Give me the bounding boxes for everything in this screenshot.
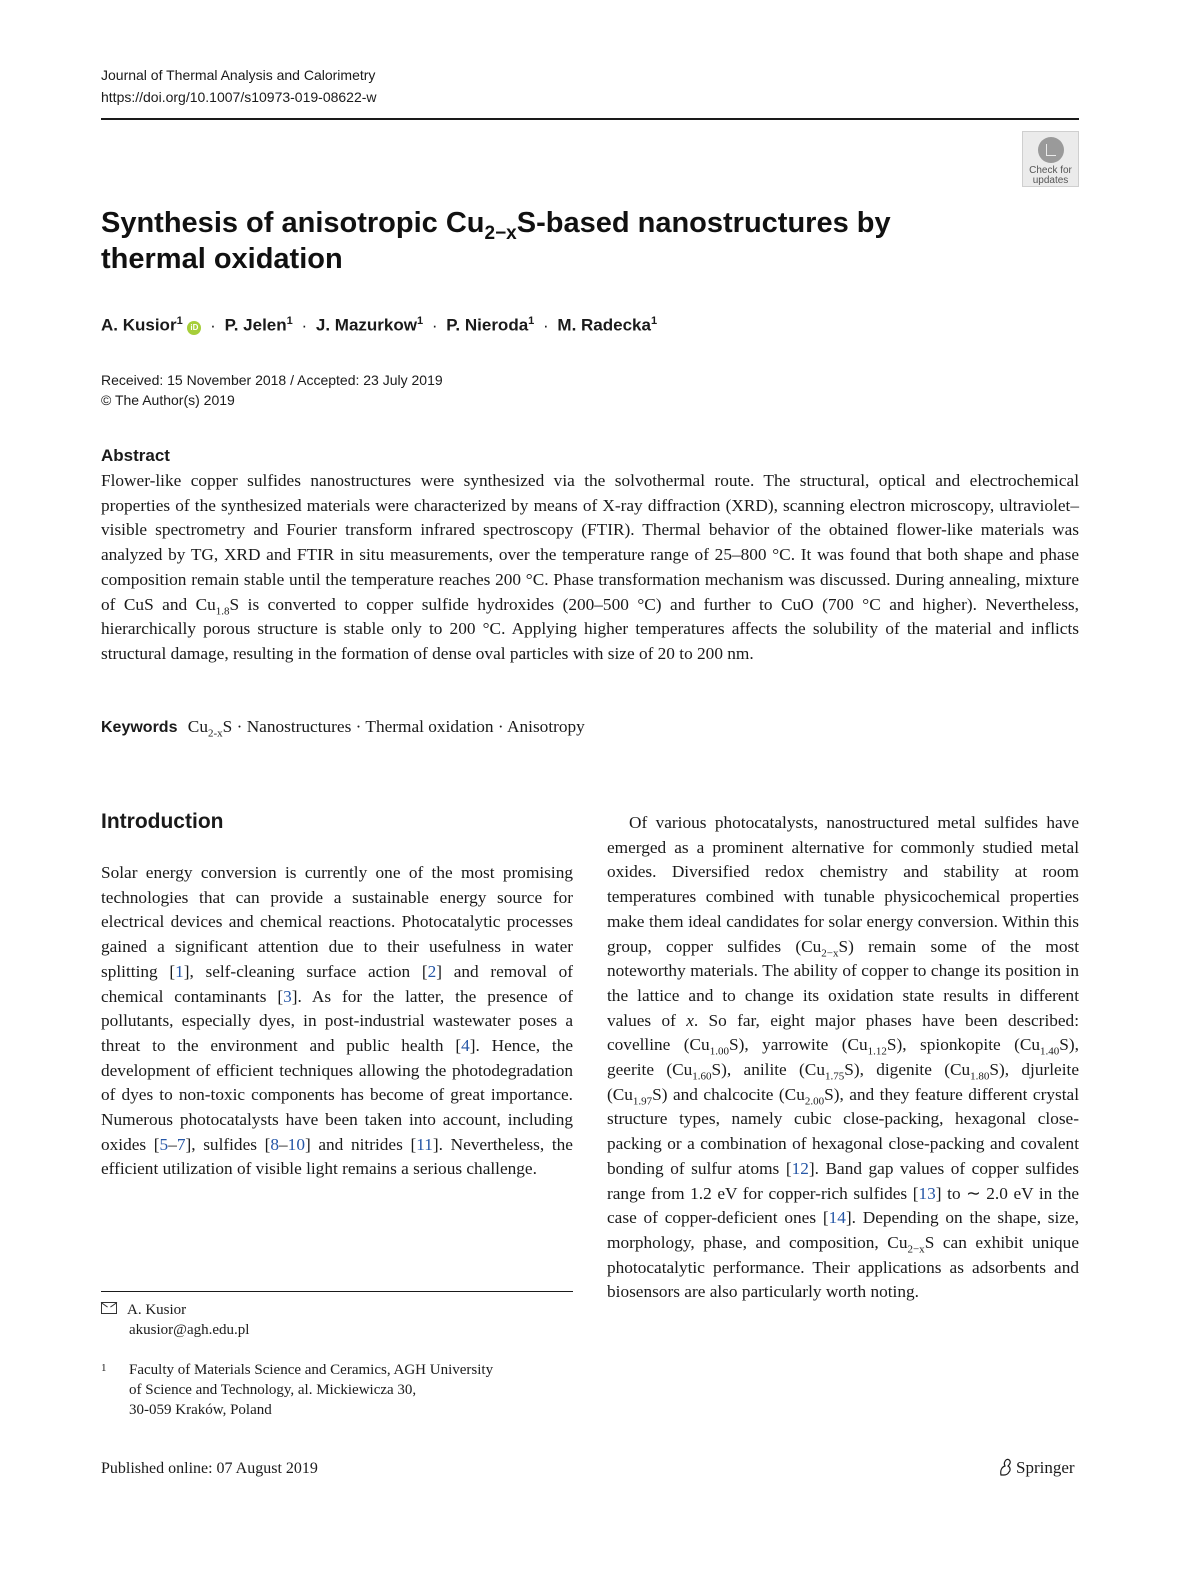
author-separator: · [301, 315, 308, 335]
author-name[interactable]: P. Jelen [224, 315, 287, 335]
title-subscript: 2−x [484, 222, 517, 244]
author-name[interactable]: A. Kusior [101, 315, 177, 335]
abstract-text [101, 469, 1079, 667]
check-updates-icon [1038, 137, 1064, 163]
abstract-part: S is converted to copper sulfide hydroxides (200–500 °C) and further to CuO (700 °C and higher). Nevertheless, hierarchically porous structure is stable only to 200 °C. Applying higher temperatures affects the solubility of the material and inflicts structural damage, resulting in the formation of dense oval particles with size of 20 to 200 nm. [101, 594, 1079, 663]
citation-link[interactable]: 11 [416, 1134, 433, 1154]
article-dates [101, 370, 443, 410]
corresponding-author [101, 1300, 249, 1340]
citation-link[interactable]: 4 [461, 1035, 470, 1055]
citation-link[interactable]: 10 [287, 1134, 305, 1154]
author-affiliation: 1 [528, 315, 535, 327]
affiliation-line: Faculty of Materials Science and Ceramics, AGH University [129, 1362, 494, 1378]
keyword-separator: · [497, 717, 504, 736]
keyword: Nanostructures [246, 717, 352, 736]
author-separator: · [210, 315, 216, 335]
journal-name: Journal of Thermal Analysis and Calorimetry [101, 67, 376, 83]
keyword: $Cu_{2-x}S$ [187, 717, 233, 740]
abstract-part: Flower-like copper sulfides nanostructures were synthesized via the solvothermal route. The structural, optical and electrochemical properties of the synthesized materials were characterized by means of X-ray diffraction (XRD), scanning electron microscopy, ultraviolet–visible spectrometry and Fourier transform infrared spectroscopy (FTIR). Thermal behavior of the obtained flower-like materials was analyzed by TG, XRD and FTIR in situ measurements, over the temperature range of 25–800 °C. It was found that both shape and phase composition remain stable until the temperature reaches 200 °C. Phase transformation mechanism was discussed. During annealing, mixture of CuS and Cu [101, 471, 1079, 614]
keyword-separator: · [355, 717, 362, 736]
paper-title [101, 205, 1001, 277]
author-affiliation: 1 [176, 315, 183, 327]
affiliation-line: 30-059 Kraków, Poland [129, 1402, 272, 1418]
citation-link[interactable]: 12 [791, 1158, 809, 1178]
author-name[interactable]: J. Mazurkow [315, 315, 417, 335]
author-affiliation: 1 [286, 315, 293, 327]
citation-link[interactable]: 14 [828, 1208, 846, 1228]
author-separator: · [431, 315, 438, 335]
corresponding-author-email[interactable]: akusior@agh.edu.pl [129, 1322, 250, 1338]
corresponding-author-name: A. Kusior [127, 1302, 187, 1318]
copyright: © The Author(s) 2019 [101, 392, 235, 408]
envelope-icon [101, 1302, 117, 1314]
citation-link[interactable]: 13 [918, 1183, 936, 1203]
citation-link[interactable]: 8 [270, 1134, 280, 1154]
received-accepted: Received: 15 November 2018 / Accepted: 23 July 2019 [101, 372, 443, 388]
badge-line-2: updates [1032, 175, 1069, 186]
abstract-heading: Abstract [101, 446, 170, 465]
author-affiliation: 1 [417, 315, 424, 327]
author-separator: · [543, 315, 549, 335]
citation-link[interactable]: 1 [175, 961, 184, 981]
title-part-2: S-based nanostructures by thermal oxidation [101, 207, 891, 275]
check-for-updates-badge[interactable] [1022, 131, 1079, 187]
affiliation-line: of Science and Technology, al. Mickiewicza 30, [129, 1382, 417, 1398]
affiliation-number: 1 [101, 1362, 107, 1374]
publisher-name: Springer [1016, 1458, 1075, 1477]
affiliation [101, 1360, 573, 1420]
published-online-date: Published online: 07 August 2019 [101, 1460, 318, 1477]
journal-header [101, 64, 377, 108]
introduction-paragraph-2: Of various photocatalysts, nanostructured metal sulfides have emerged as a prominent alternative for commonly studied metal oxides. Diversified redox chemistry and stability at room temperatures combined with tunable physicochemical properties make them ideal candidates for solar energy conversion. Within this group, copper sulfides $(Cu_{2-x}S)$ remain some of the most noteworthy materials. The ability of copper to change its position in the lattice and to change its oxidation state results in different values of x. So far, eight major phases have been described: covelline $(Cu_{1.00}S)$, yarrowite $(Cu_{1.12}S)$, spionkopite $(Cu_{1.40}S)$, geerite $(Cu_{1.60}S)$, anilite $(Cu_{1.75}S)$, digenite $(Cu_{1.80}S)$, djurleite $(Cu_{1.97}S)$ and chalcocite $(Cu_{2.00}S)$, and they feature different crystal structure types, namely cubic close-packing, hexagonal close-packing or a combination of hexagonal close-packing and covalent bonding of sulfur atoms [12]. Band gap values of copper sulfides range from 1.2 eV for copper-rich sulfides [13] to ∼ 2.0 eV in the case of copper-deficient ones [14]. Depending on the shape, size, morphology, phase, and composition, $Cu_{2-x}S$ can exhibit unique photocatalytic performance. Their applications as adsorbents and biosensors are also particularly worth noting. [607, 813, 1080, 1302]
keywords-label: Keywords [101, 719, 178, 736]
keyword: Anisotropy [507, 717, 585, 736]
citation-link[interactable]: 7 [176, 1134, 186, 1154]
author-affiliation: 1 [650, 315, 658, 327]
badge-line-1: Check for [1029, 165, 1072, 176]
keyword-separator: · [236, 717, 243, 736]
keywords [101, 715, 585, 740]
introduction-paragraph-1: Solar energy conversion is currently one of the most promising technologies that can provide a sustainable energy source for electrical devices and chemical reactions. Photocatalytic processes gained a significant attention due to their usefulness in water splitting [1], self-cleaning surface action [2] and removal of chemical contaminants [3]. As for the latter, the presence of pollutants, especially dyes, in post-industrial wastewater poses a threat to the environment and public health [4]. Hence, the development of efficient techniques allowing the photodegradation of dyes to non-toxic components has become of great importance. Numerous photocatalysts have been taken into account, including oxides [5–7], sulfides [8–10] and nitrides [11]. Nevertheless, the efficient utilization of visible light remains a serious challenge. [101, 863, 574, 1179]
keyword: Thermal oxidation [365, 717, 494, 736]
publisher-logo [998, 1458, 1075, 1478]
title-part-1: Synthesis of anisotropic Cu [101, 207, 485, 239]
author-list [101, 309, 657, 338]
citation-link[interactable]: 3 [283, 986, 292, 1006]
doi-link[interactable]: https://doi.org/10.1007/s10973-019-08622-w [101, 89, 377, 105]
subscript: 1.8 [215, 604, 230, 617]
springer-horse-icon [998, 1458, 1012, 1476]
orcid-icon[interactable]: iD [187, 321, 201, 335]
author-name[interactable]: P. Nieroda [446, 315, 529, 335]
header-rule [101, 118, 1079, 120]
footnote-rule [101, 1291, 573, 1292]
author-name[interactable]: M. Radecka [557, 315, 651, 335]
introduction-heading: Introduction [101, 810, 224, 833]
citation-link[interactable]: 2 [427, 961, 437, 981]
citation-link[interactable]: 5 [159, 1134, 169, 1154]
